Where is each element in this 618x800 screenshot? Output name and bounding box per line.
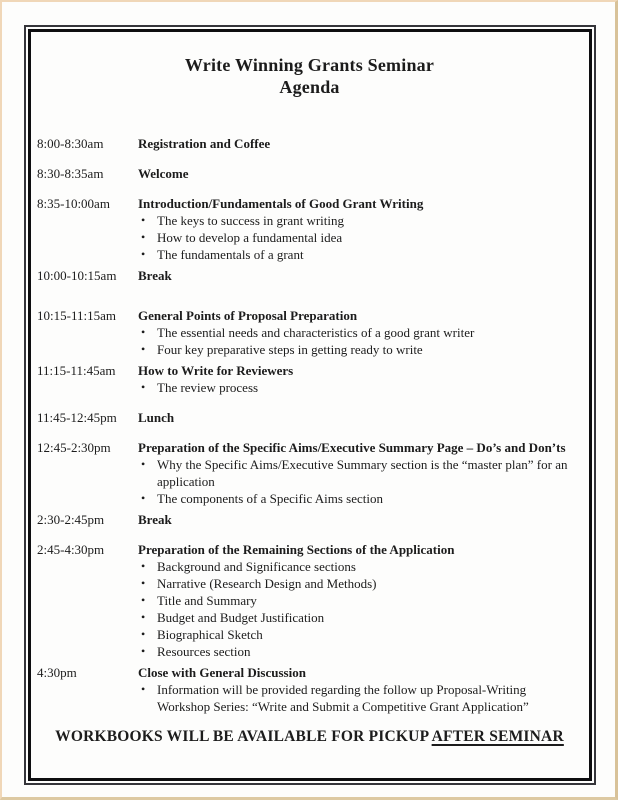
agenda-time: 11:45-12:45pm bbox=[37, 410, 117, 425]
agenda-bullet-item bbox=[141, 341, 582, 358]
bullet-text: The components of a Specific Aims section bbox=[157, 491, 384, 506]
bullet-text: Background and Significance sections bbox=[157, 559, 356, 574]
agenda-row bbox=[37, 439, 582, 507]
agenda-session bbox=[138, 541, 582, 660]
page-frame-outer bbox=[24, 25, 596, 785]
agenda-session-title: Preparation of the Specific Aims/Executive Summary Page – Do’s and Don’ts bbox=[138, 440, 566, 455]
agenda-bullet-item bbox=[141, 324, 582, 341]
agenda-bullet-item bbox=[141, 229, 582, 246]
bullet-icon: • bbox=[141, 610, 146, 624]
agenda-time: 10:00-10:15am bbox=[37, 268, 117, 283]
agenda-bullet-list bbox=[138, 212, 582, 263]
agenda-row bbox=[37, 541, 582, 660]
agenda-session-title: General Points of Proposal Preparation bbox=[138, 308, 358, 323]
agenda-row bbox=[37, 511, 582, 528]
agenda-bullet-list bbox=[138, 379, 582, 396]
bullet-icon: • bbox=[141, 682, 146, 696]
agenda-row bbox=[37, 409, 582, 426]
bullet-text: Resources section bbox=[157, 644, 251, 659]
agenda-row bbox=[37, 664, 582, 715]
bullet-icon: • bbox=[141, 627, 146, 641]
agenda-session bbox=[138, 511, 582, 528]
agenda-bullet-item bbox=[141, 609, 582, 626]
agenda-bullet-list bbox=[138, 324, 582, 358]
agenda-row bbox=[37, 362, 582, 396]
agenda-time: 2:45-4:30pm bbox=[37, 542, 105, 557]
agenda-row bbox=[37, 307, 582, 358]
agenda-session-title: Lunch bbox=[138, 410, 175, 425]
agenda-bullet-item bbox=[141, 558, 582, 575]
agenda-session-title: Break bbox=[138, 268, 172, 283]
agenda-bullet-item bbox=[141, 246, 582, 263]
bullet-icon: • bbox=[141, 230, 146, 244]
agenda-bullet-item bbox=[141, 456, 582, 490]
bullet-text: Title and Summary bbox=[157, 593, 257, 608]
title-block bbox=[37, 54, 582, 98]
agenda-session-title: Close with General Discussion bbox=[138, 665, 306, 680]
agenda-bullet-item bbox=[141, 490, 582, 507]
agenda-time: 4:30pm bbox=[37, 665, 77, 680]
bullet-text: Budget and Budget Justification bbox=[157, 610, 325, 625]
agenda-session-title: Welcome bbox=[138, 166, 189, 181]
agenda-session bbox=[138, 195, 582, 263]
agenda-bullet-list bbox=[138, 456, 582, 507]
bullet-icon: • bbox=[141, 325, 146, 339]
footer-notice bbox=[37, 728, 582, 746]
agenda-time: 2:30-2:45pm bbox=[37, 512, 105, 527]
agenda-bullet-item bbox=[141, 379, 582, 396]
agenda-schedule bbox=[37, 135, 582, 715]
agenda-bullet-item bbox=[141, 626, 582, 643]
page-title: Write Winning Grants Seminar bbox=[184, 55, 435, 75]
agenda-bullet-list bbox=[138, 681, 582, 715]
footer-notice-underlined: AFTER SEMINAR bbox=[431, 728, 564, 745]
bullet-icon: • bbox=[141, 247, 146, 261]
agenda-session bbox=[138, 307, 582, 358]
bullet-text: Four key preparative steps in getting ready to write bbox=[157, 342, 423, 357]
bullet-text: The review process bbox=[157, 380, 259, 395]
bullet-text: Information will be provided regarding the follow up Proposal-Writing Workshop Series: “Write and Submit a Competitive Grant Application” bbox=[157, 682, 529, 714]
agenda-session bbox=[138, 439, 582, 507]
bullet-icon: • bbox=[141, 559, 146, 573]
bullet-text: Narrative (Research Design and Methods) bbox=[157, 576, 377, 591]
agenda-time: 8:30-8:35am bbox=[37, 166, 104, 181]
agenda-bullet-item bbox=[141, 681, 582, 715]
agenda-bullet-list bbox=[138, 558, 582, 660]
agenda-session-title: Break bbox=[138, 512, 172, 527]
agenda-session bbox=[138, 135, 582, 152]
agenda-session bbox=[138, 664, 582, 715]
bullet-icon: • bbox=[141, 342, 146, 356]
agenda-time: 12:45-2:30pm bbox=[37, 440, 111, 455]
bullet-text: How to develop a fundamental idea bbox=[157, 230, 343, 245]
agenda-session-title: Registration and Coffee bbox=[138, 136, 271, 151]
bullet-text: The essential needs and characteristics of a good grant writer bbox=[157, 325, 475, 340]
agenda-session bbox=[138, 267, 582, 284]
agenda-time: 8:35-10:00am bbox=[37, 196, 110, 211]
agenda-bullet-item bbox=[141, 643, 582, 660]
agenda-session bbox=[138, 362, 582, 396]
bullet-icon: • bbox=[141, 576, 146, 590]
agenda-bullet-item bbox=[141, 592, 582, 609]
bullet-icon: • bbox=[141, 593, 146, 607]
agenda-row bbox=[37, 267, 582, 284]
agenda-row bbox=[37, 165, 582, 182]
agenda-session-title: How to Write for Reviewers bbox=[138, 363, 294, 378]
agenda-session-title: Introduction/Fundamentals of Good Grant Writing bbox=[138, 196, 424, 211]
agenda-bullet-item bbox=[141, 575, 582, 592]
bullet-icon: • bbox=[141, 213, 146, 227]
bullet-icon: • bbox=[141, 491, 146, 505]
agenda-row bbox=[37, 135, 582, 152]
bullet-icon: • bbox=[141, 644, 146, 658]
agenda-session bbox=[138, 165, 582, 182]
bullet-text: Why the Specific Aims/Executive Summary section is the “master plan” for an application bbox=[157, 457, 568, 489]
agenda-session-title: Preparation of the Remaining Sections of the Application bbox=[138, 542, 455, 557]
bullet-text: The keys to success in grant writing bbox=[157, 213, 345, 228]
bullet-text: Biographical Sketch bbox=[157, 627, 263, 642]
agenda-bullet-item bbox=[141, 212, 582, 229]
bullet-icon: • bbox=[141, 457, 146, 471]
agenda-session bbox=[138, 409, 582, 426]
agenda-time: 8:00-8:30am bbox=[37, 136, 104, 151]
page-frame-inner bbox=[28, 29, 592, 781]
bullet-icon: • bbox=[141, 380, 146, 394]
footer-notice-text: WORKBOOKS WILL BE AVAILABLE FOR PICKUP bbox=[55, 728, 429, 745]
agenda-row bbox=[37, 195, 582, 263]
agenda-time: 11:15-11:45am bbox=[37, 363, 116, 378]
bullet-text: The fundamentals of a grant bbox=[157, 247, 304, 262]
page-subtitle: Agenda bbox=[279, 77, 340, 97]
agenda-time: 10:15-11:15am bbox=[37, 308, 116, 323]
